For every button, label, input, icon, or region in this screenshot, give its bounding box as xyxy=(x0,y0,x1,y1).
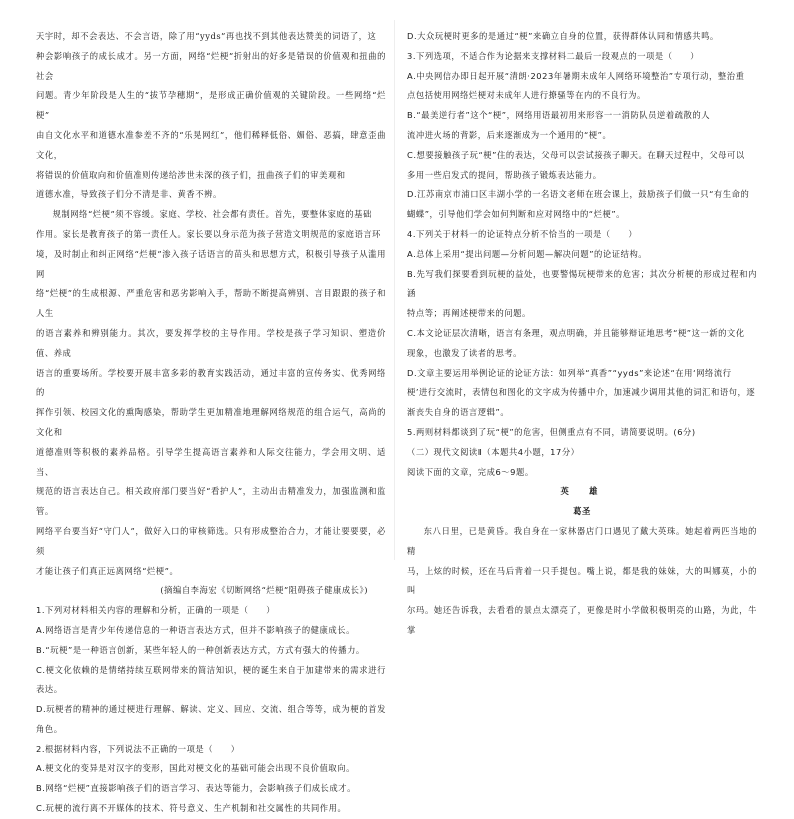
question-line: 多用一些启发式的提问，帮助孩子锻炼表达能力。 xyxy=(407,169,602,180)
right-column xyxy=(407,27,757,641)
question-line: 流冲进火场的背影，后来逐渐成为一个通用的“梗”。 xyxy=(407,129,612,140)
passage-line: 天宇时，却不会表达、不会言语，除了用“yyds”再也找不到其他表达赞美的词语了，这 xyxy=(36,31,377,41)
question-line: C.梗文化依赖的是情绪持续互联网带来的简洁知识，梗的诞生来自于加建带来的需求进行表达。 xyxy=(36,664,386,695)
passage-line: 种会影响孩子的成长成才。另一方面，网络“烂梗”折射出的好多是错误的价值观和扭曲的社会 xyxy=(36,50,386,81)
passage-line: 挥作引领、校园文化的熏陶感染，帮助学生更加精准地理解网络规范的组合运气，高尚的文化和 xyxy=(36,407,386,437)
question-line: 渐丧失自身的语言逻辑”。 xyxy=(407,407,510,418)
passage-line: 境，及时制止和纠正网络“烂梗”渗入孩子话语言的苗头和思想方式，积极引导孩子从滥用网 xyxy=(36,248,386,279)
question-line: B.网络“烂梗”直接影响孩子们的语言学习、表达等能力，会影响孩子们成长成才。 xyxy=(36,783,356,794)
story-title: 英 雄 xyxy=(560,486,604,497)
question-line: 1.下列对材料相关内容的理解和分析，正确的一项是（ ） xyxy=(36,605,276,616)
question-line: B.先写我们探要看到玩梗的益处，也要警惕玩梗带来的危害；其次分析梗的形成过程和内涵 xyxy=(407,268,757,299)
question-line: 点包括使用网络烂梗对未成年人进行撩骚等在内的不良行为。 xyxy=(407,90,646,101)
question-line: D.大众玩梗时更多的是通过“梗”来确立自身的位置，获得群体认同和情感共鸣。 xyxy=(407,31,719,41)
passage-line: 的语言素养和辨别能力。其次，要发挥学校的主导作用。学校是孩子学习知识、塑造价值、养成 xyxy=(36,327,386,358)
passage-line: 规制网络“烂梗”须不容缓。家庭、学校、社会都有责任。首先，要整体家庭的基础 xyxy=(52,209,372,220)
section-heading: （二）现代文阅读Ⅱ（本题共4小题，17分） xyxy=(407,446,580,457)
passage-line: 语言的重要场所。学校要开展丰富多彩的教育实践活动，通过丰富的宣传务实、优秀网络的 xyxy=(36,367,386,398)
passage-line: 问题。青少年阶段是人生的“拔节孕穗期”，是形成正确价值观的关键阶段。一些网络“烂梗” xyxy=(36,90,386,121)
passage-line: 由自文化水平和道德水准参差不齐的“乐晃网红”，他们稀释低俗、媚俗、恶搞，肆意歪曲文化， xyxy=(36,129,386,160)
question-line: B.“玩梗”是一种语言创新，某些年轻人的一种创新表达方式，方式有强大的传播力。 xyxy=(36,644,365,655)
question-line: C.玩梗的流行离不开媒体的技术、符号意义、生产机制和社交属性的共同作用。 xyxy=(36,803,347,814)
question-line: 5.两则材料都谈到了玩“梗”的危害，但侧重点有不同，请简要说明。(6分) xyxy=(407,426,696,437)
passage-line: 作用。家长是教育孩子的第一责任人。家长要以身示范为孩子营造文明规范的家庭语言环 xyxy=(36,228,382,239)
story-author: 葛圣 xyxy=(573,506,591,517)
instruction-line: 阅读下面的文章，完成6～9题。 xyxy=(407,466,534,477)
question-line: A.总体上采用“提出问题—分析问题—解决问题”的论证结构。 xyxy=(407,248,648,259)
question-line: 蝴蝶”，引导他们学会如何判断和应对网络中的“烂梗”。 xyxy=(407,209,626,220)
question-line: 2.根据材料内容，下列说法不正确的一项是（ ） xyxy=(36,743,240,754)
question-line: D.玩梗者的精神的通过梗进行理解、解读、定义、回应、交流、组合等等，成为梗的首发角色。 xyxy=(36,704,386,734)
passage-line: 道德准则等积极的素养品格。引导学生提高语言素养和人际交往能力，学会用文明、适当、 xyxy=(36,446,386,477)
left-column xyxy=(36,27,386,819)
question-line: C.想要接触孩子玩“梗”住的表达，父母可以尝试接孩子聊天。在聊天过程中，父母可以 xyxy=(407,149,745,160)
passage-line: 络“烂梗”的生成根源、严重危害和恶劣影响入手，帮助不断提高辨别、言目跟跟的孩子和人生 xyxy=(36,288,386,319)
passage-line: 才能让孩子们真正远离网络“烂梗”。 xyxy=(36,565,179,576)
question-line: D.江苏南京市浦口区丰湖小学的一名语文老师在班会课上，鼓励孩子们做一只“有生命的 xyxy=(407,189,750,200)
story-line: 尔玛。她还告诉我，去看看的景点太漂亮了，更像是时小学做积极明亮的山路，为此，牛掌 xyxy=(407,605,757,635)
question-line: A.梗文化的变异是对汉字的变形，国此对梗文化的基础可能会出现不良价值取向。 xyxy=(36,763,355,774)
question-line: D.文章主要运用举例论证的论证方法：如列举“真香”“yyds”来论述“在用‘网络流行 xyxy=(407,367,732,378)
question-line: 4.下列关于材料一的论证特点分析不恰当的一项是（ ） xyxy=(407,228,638,239)
question-line: 3.下列选项，不适合作为论据来支撑材料二最后一段观点的一项是（ ） xyxy=(407,50,700,61)
question-line: A.网络语言是青少年传递信息的一种语言表达方式，但并不影响孩子的健康成长。 xyxy=(36,624,355,635)
story-line: 东八日里，已是黄昏。我自身在一家林器店门口遇见了戴大英珠。她起着两匹当地的精 xyxy=(407,525,757,556)
question-line: C.本文论证层次清晰，语言有条理，观点明确，并且能够辩证地思考“梗”这一新的文化 xyxy=(407,327,745,338)
question-line: 现象，也激发了读者的思考。 xyxy=(407,347,523,358)
question-line: B.“最美逆行者”这个“梗”，网络用语最初用来形容一一消防队员逆着疏散的人 xyxy=(407,110,711,121)
story-line: 马，上炫的时候，还在马后背着一只手提包。嘴上说，都是我的妹妹，大的叫娜莫，小的叫 xyxy=(407,565,757,596)
question-line: 梗’进行交流时，表情包和图化的文字成为传播中介，加速减少调用其他的词汇和语句，逐 xyxy=(407,387,756,398)
question-line: 特点等；再阐述梗带来的问题。 xyxy=(407,308,531,319)
source-citation: (摘编自李海宏《切断网络“烂梗”阻碍孩子健康成长》) xyxy=(160,585,368,596)
passage-line: 将错误的价值取向和价值准则传递给涉世未深的孩子们，扭曲孩子们的审美观和 xyxy=(36,169,346,180)
passage-line: 道德水准，导致孩子们分不清是非、黄香不辨。 xyxy=(36,189,222,200)
passage-line: 规范的语言表达自己。相关政府部门要当好“看护人”，主动出击精准发力，加强监测和监管。 xyxy=(36,486,386,517)
column-gutter xyxy=(394,20,395,560)
question-line: A.中央网信办即日起开展“清朗·2023年暑期未成年人网络环境整治”专项行动，整治重 xyxy=(407,70,745,81)
passage-line: 网络平台要当好“守门人”，做好入口的审核筛选。只有形成整治合力，才能让要要要，必须 xyxy=(36,525,386,556)
